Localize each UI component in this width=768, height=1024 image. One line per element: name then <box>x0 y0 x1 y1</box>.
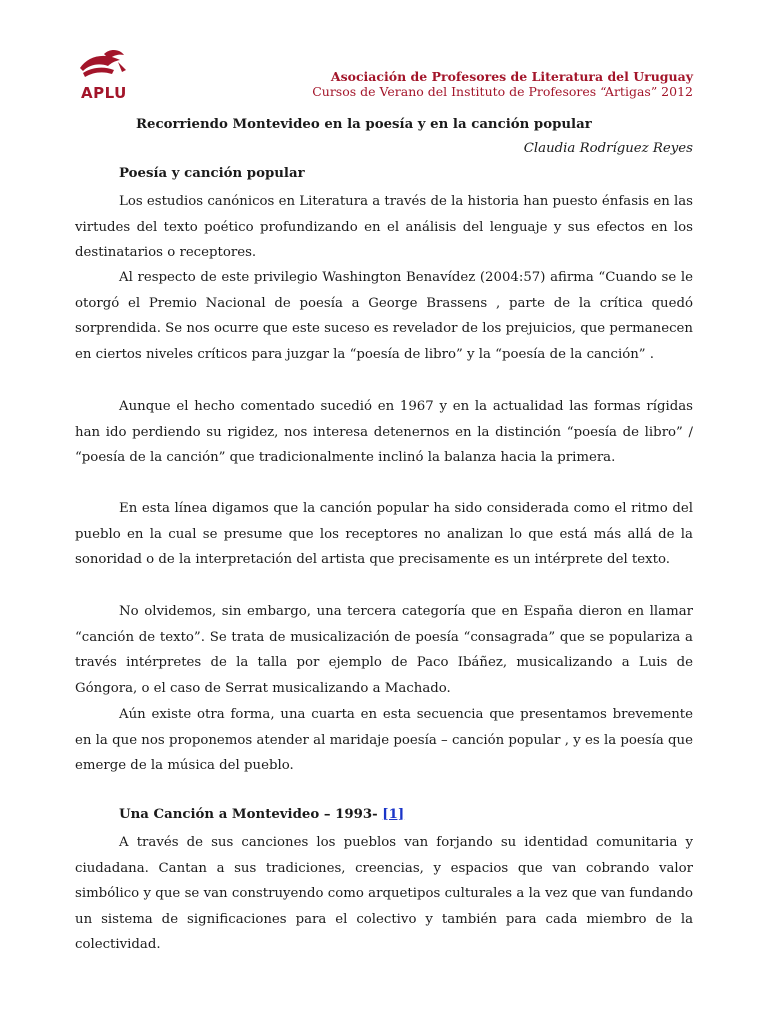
section-heading-text: Una Canción a Montevideo – 1993- <box>119 807 378 822</box>
paragraph: En esta línea digamos que la canción popular ha sido considerada como el ritmo del pueblo en la cual se presume que los receptores no analizan lo que está más allá de la sonoridad o de la interpretación del artista que precisamente es un intérprete del texto. <box>75 501 693 567</box>
article-title: Recorriendo Montevideo en la poesía y en la canción popular <box>136 117 592 132</box>
paragraph: Aún existe otra forma, una cuarta en esta secuencia que presentamos brevemente en la que nos proponemos atender al maridaje poesía – canción popular , y es la poesía que emerge de la música del pueblo. <box>75 707 693 773</box>
paragraph: No olvidemos, sin embargo, una tercera categoría que en España dieron en llamar “canción de texto”. Se trata de musicalización de poesía “consagrada” que se populariza a través intérpretes de la talla por ejemplo de Paco Ibáñez, musicalizando a Luis de Góngora, o el caso de Serrat musicalizando a Machado. <box>75 604 693 696</box>
paragraph: A través de sus canciones los pueblos van forjando su identidad comunitaria y ciudadana. Cantan a sus tradiciones, creencias, y espacios que van cobrando valor simbólico y que se van construyendo como arquetipos culturales a la vez que van fundando un sistema de significaciones para el colectivo y también para cada miembro de la colectividad. <box>75 835 693 952</box>
paragraph: Al respecto de este privilegio Washington Benavídez (2004:57) afirma “Cuando se le otorgó el Premio Nacional de poesía a George Brassens , parte de la crítica quedó sorprendida. Se nos ocurre que este suceso es revelador de los prejuicios, que permanecen en ciertos niveles críticos para juzgar la “poesía de libro” y la “poesía de la canción” . <box>75 270 693 362</box>
organization-name: Asociación de Profesores de Literatura del Uruguay <box>330 69 693 84</box>
course-name: Cursos de Verano del Instituto de Profesores “Artigas” 2012 <box>312 84 693 99</box>
section-heading <box>119 807 404 822</box>
paragraph: Aunque el hecho comentado sucedió en 1967 y en la actualidad las formas rígidas han ido perdiendo su rigidez, nos interesa detenernos en la distinción “poesía de libro” / “poesía de la canción” que tradicionalmente inclinó la balanza hacia la primera. <box>75 399 693 465</box>
logo-text: APLU <box>81 84 127 102</box>
footnote-link[interactable]: [1] <box>382 807 405 822</box>
paragraph: Los estudios canónicos en Literatura a través de la historia han puesto énfasis en las virtudes del texto poético profundizando en el análisis del lenguaje y sus efectos en los destinatarios o receptores. <box>75 194 693 260</box>
section-heading: Poesía y canción popular <box>119 166 305 181</box>
article-author: Claudia Rodríguez Reyes <box>523 141 693 156</box>
